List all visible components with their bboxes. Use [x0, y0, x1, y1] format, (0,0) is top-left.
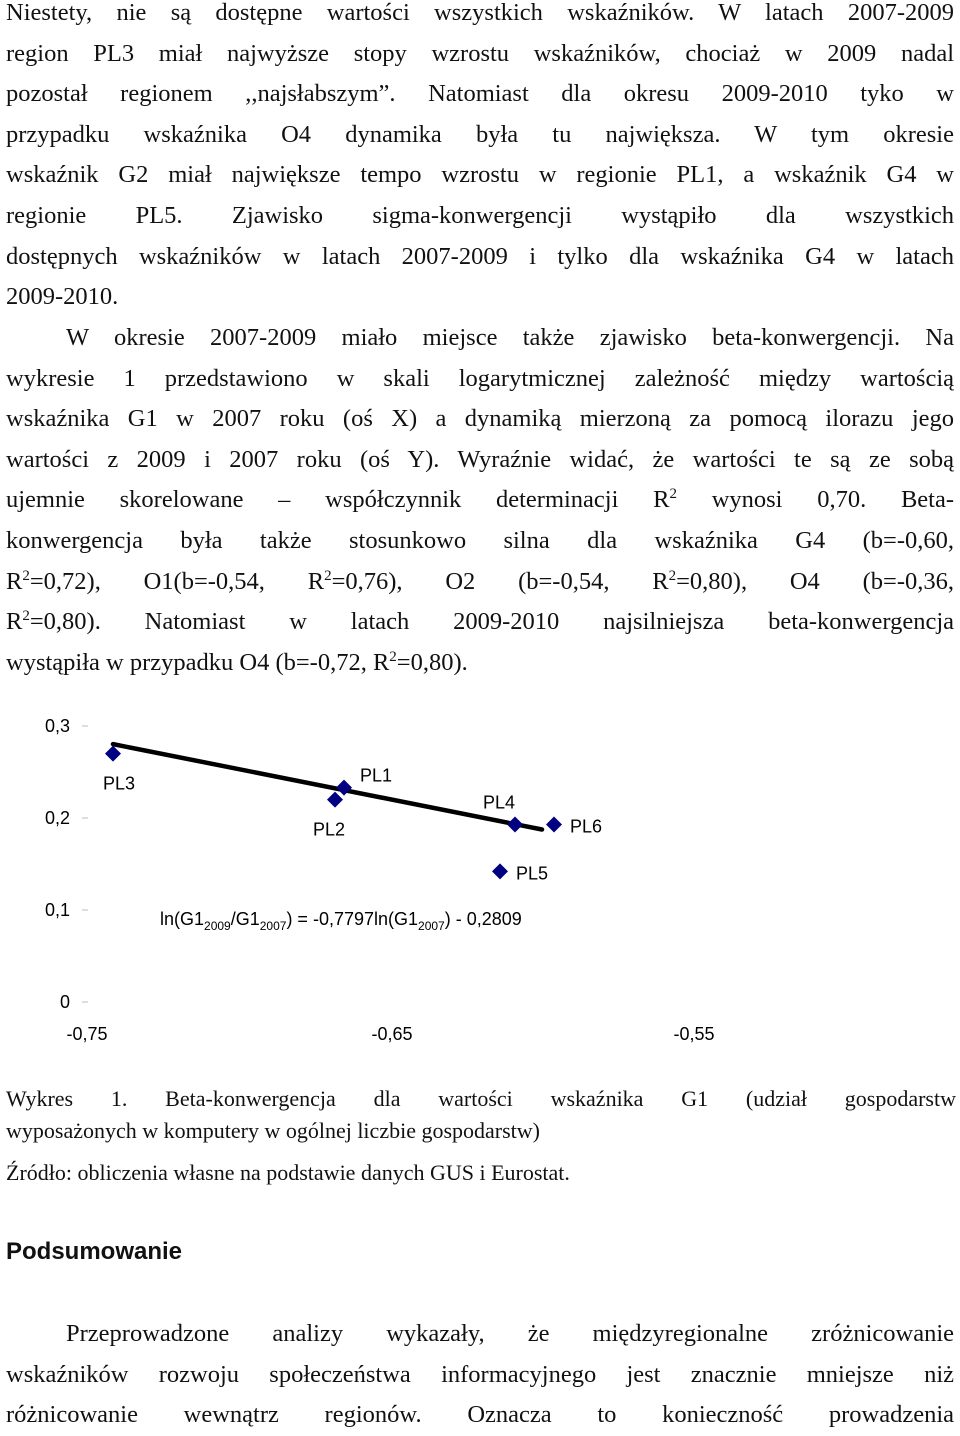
- caption-line: wyposażonych w komputery w ogólnej liczbie gospodarstw): [6, 1118, 540, 1143]
- y-tick-label: 0,2: [44, 808, 70, 828]
- x-axis: [66, 1024, 714, 1044]
- trendline-equation: [160, 909, 522, 933]
- data-label-pl5: PL5: [516, 863, 549, 884]
- text-line: pozostał regionem ,,najsłabszym”. Natomiast dla okresu 2009-2010 tyko w: [6, 80, 954, 108]
- text-line: wykresie 1 przedstawiono w skali logarytmicznej zależność między wartością: [6, 364, 954, 392]
- equation-subscript: 2007: [259, 919, 287, 933]
- text-fragment: wynosi 0,70. Beta-: [676, 486, 954, 514]
- data-point-pl3: [105, 746, 121, 762]
- text-fragment: wystąpiła w przypadku O4 (b=-0,72, R: [6, 648, 390, 676]
- text-line: region PL3 miał najwyższe stopy wzrostu wskaźników, chociaż w 2009 nadal: [6, 39, 954, 67]
- y-axis: [45, 716, 88, 1012]
- y-tick-label: 0,3: [44, 716, 70, 736]
- equation-part: ) = -0,7797ln(G1: [286, 909, 419, 929]
- text-line: regionie PL5. Zjawisko sigma-konwergencji wystąpiło dla wszystkich: [6, 201, 954, 229]
- text-line: [6, 562, 954, 603]
- text-fragment: R: [6, 608, 23, 636]
- paragraph-2: [6, 318, 954, 683]
- text-line: Niestety, nie są dostępne wartości wszystkich wskaźników. W latach 2007-2009: [6, 0, 954, 26]
- section-heading: Podsumowanie: [6, 1238, 183, 1265]
- x-tick-label: -0,65: [371, 1024, 413, 1044]
- equation-subscript: 2007: [418, 919, 445, 933]
- text-line: wskaźników rozwoju społeczeństwa informacyjnego jest znacznie mniejsze niż: [6, 1360, 954, 1388]
- text-line: [6, 480, 954, 521]
- text-line: dostępnych wskaźników w latach 2007-2009 i tylko dla wskaźnika G4 w latach: [6, 242, 954, 270]
- superscript: 2: [389, 648, 397, 665]
- text-line: konwergencja była także stosunkowo silna dla wskaźnika G4 (b=-0,60,: [6, 526, 954, 554]
- data-label-pl1: PL1: [360, 765, 393, 786]
- superscript: 2: [22, 608, 30, 625]
- caption-line: Wykres 1. Beta-konwergencja dla wartości wskaźnika G1 (udział gospodarstw: [6, 1086, 956, 1111]
- x-tick-label: -0,75: [66, 1024, 108, 1044]
- text-line: [6, 643, 954, 684]
- text-line: przypadku wskaźnika O4 dynamika była tu największa. W tym okresie: [6, 120, 954, 148]
- text-fragment: ujemnie skorelowane – współczynnik determinacji R: [6, 486, 670, 514]
- equation-part: /G1: [230, 909, 260, 929]
- text-fragment: =0,80).: [396, 648, 468, 676]
- summary-paragraph: [6, 1314, 954, 1436]
- text-line: 2009-2010.: [6, 283, 119, 311]
- x-tick-label: -0,55: [673, 1024, 715, 1044]
- text-fragment: =0,80), O4 (b=-0,36,: [676, 567, 954, 595]
- data-label-pl4: PL4: [483, 792, 516, 813]
- data-label-pl6: PL6: [570, 816, 603, 837]
- data-point-pl4: [507, 816, 523, 832]
- text-line: Przeprowadzone analizy wykazały, że międzyregionalne zróżnicowanie: [66, 1320, 954, 1347]
- y-tick-label: 0: [59, 992, 70, 1012]
- text-line: wskaźnika G1 w 2007 roku (oś X) a dynamiką mierzoną za pomocą ilorazu jego: [6, 405, 954, 433]
- equation-part: ) - 0,2809: [444, 909, 522, 929]
- superscript: 2: [669, 486, 677, 503]
- data-label-pl2: PL2: [313, 819, 346, 840]
- data-point-pl5: [492, 863, 508, 879]
- data-points: [103, 746, 602, 884]
- superscript: 2: [22, 567, 30, 584]
- equation-part: ln(G1: [160, 909, 205, 929]
- text-line: różnicowanie wewnątrz regionów. Oznacza to konieczność prowadzenia: [6, 1401, 954, 1429]
- data-point-pl6: [546, 816, 562, 832]
- text-fragment: =0,80). Natomiast w latach 2009-2010 najsilniejsza beta-konwergencja: [29, 608, 954, 636]
- y-tick-label: 0,1: [44, 900, 70, 920]
- data-point-pl2: [327, 792, 343, 808]
- paragraph-1: [6, 0, 954, 318]
- text-fragment: =0,76), O2 (b=-0,54, R: [331, 567, 669, 595]
- superscript: 2: [668, 567, 677, 584]
- beta-convergence-chart: [0, 700, 960, 1060]
- data-label-pl3: PL3: [103, 773, 136, 794]
- equation-subscript: 2009: [204, 919, 231, 933]
- figure-caption: [6, 1083, 956, 1147]
- text-line: W okresie 2007-2009 miało miejsce także zjawisko beta-konwergencji. Na: [66, 324, 954, 351]
- text-fragment: =0,72), O1(b=-0,54, R: [29, 567, 325, 595]
- text-fragment: R: [6, 567, 23, 595]
- superscript: 2: [324, 567, 332, 584]
- text-line: [6, 602, 954, 643]
- figure-source: Źródło: obliczenia własne na podstawie danych GUS i Eurostat.: [6, 1160, 570, 1185]
- text-line: wskaźnik G2 miał największe tempo wzrostu w regionie PL1, a wskaźnik G4 w: [6, 161, 954, 189]
- text-line: wartości z 2009 i 2007 roku (oś Y). Wyraźnie widać, że wartości te są ze sobą: [6, 445, 954, 473]
- trendline: [113, 744, 542, 829]
